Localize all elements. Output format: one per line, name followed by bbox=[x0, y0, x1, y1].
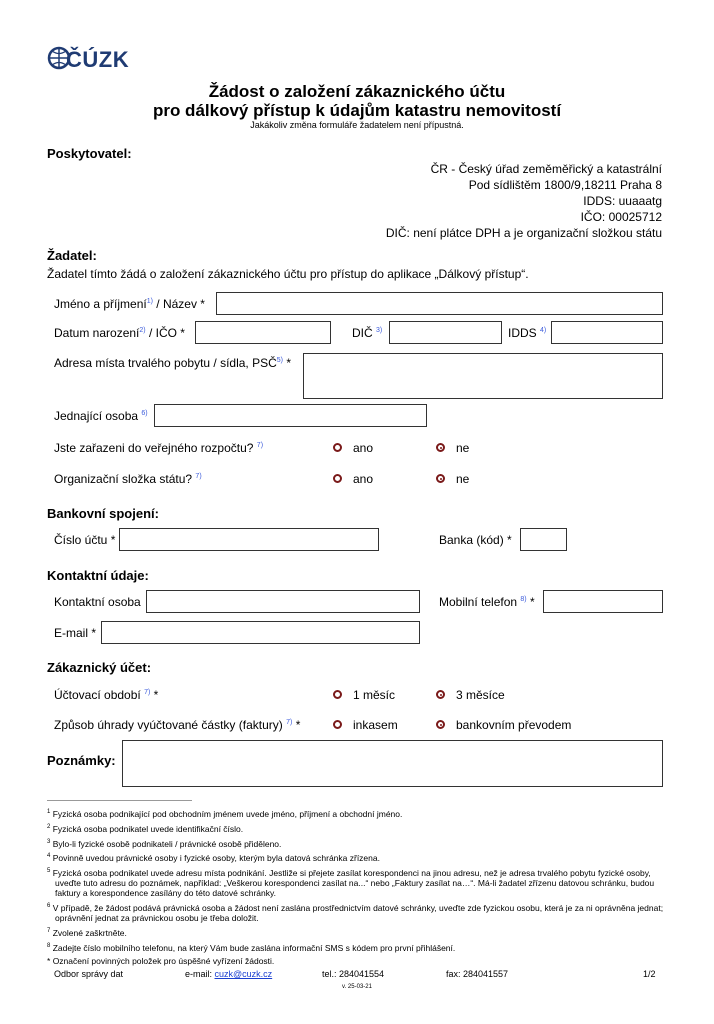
applicant-heading: Žadatel: bbox=[47, 248, 97, 263]
name-label: Jméno a příjmení$^{1)}$ / Název * bbox=[54, 297, 205, 311]
provider-info bbox=[386, 161, 662, 241]
footnote: $^7$ Zvolené zaškrtněte. bbox=[47, 927, 127, 938]
provider-heading: Poskytovatel: bbox=[47, 146, 132, 161]
budget-radio-ano[interactable] bbox=[333, 443, 342, 452]
bank-heading: Bankovní spojení: bbox=[47, 506, 159, 521]
notes-heading: Poznámky: bbox=[47, 753, 116, 768]
footnote: $^1$ Fyzická osoba podnikající pod obchodním jménem uvede jméno, příjmení a obchodní jméno. bbox=[47, 808, 403, 819]
cuzk-logo bbox=[46, 44, 136, 74]
org-label: Organizační složka státu? $^{7)}$ bbox=[54, 472, 202, 486]
footnote: * Označení povinných položek pro úspěšné vyřízení žádosti. bbox=[47, 955, 275, 966]
version: v. 25-03-21 bbox=[342, 984, 372, 990]
footnote-divider bbox=[47, 800, 192, 801]
payment-label: Způsob úhrady vyúčtované částky (faktury) $^{7)}$ * bbox=[54, 718, 301, 732]
footnote: $^5$ Fyzická osoba podnikatel uvede adresu místa podnikání. Jestliže si přejete zasílat korespondenci na jinou adresu, než je adresa trvalého pobytu fyzické osoby, uveďte tuto adresu do poznámek, například: „Veškerou korespondenci zasílat na...“ nebo „Faktury zasílat na…“. Má-li žadatel zřízenu datovou schránku, budou faktury a korespondence zasílány do této datové schránky. bbox=[47, 868, 655, 899]
org-radio-ne[interactable] bbox=[436, 474, 445, 483]
account-heading: Zákaznický účet: bbox=[47, 660, 152, 675]
period-radio-1-month[interactable] bbox=[333, 690, 342, 699]
email-input[interactable] bbox=[101, 621, 420, 644]
provider-line: ČR - Český úřad zeměměřický a katastrální bbox=[430, 162, 662, 176]
acting-person-input[interactable] bbox=[154, 404, 427, 427]
account-number-input[interactable] bbox=[119, 528, 379, 551]
budget-opt-ne: ne bbox=[456, 441, 470, 455]
footnote: $^6$ V případě, že žádost podává právnická osoba a žádost není zaslána prostřednictvím datové schránky, uveďte zde fyzickou osobu, která je za ni oprávněna jednat; oprávnění jednat za právnickou osobu je třeba doložit. bbox=[47, 902, 664, 923]
period-label: Účtovací období $^{7)}$ * bbox=[54, 688, 159, 702]
account-number-label: Číslo účtu * bbox=[54, 533, 116, 547]
acting-label: Jednající osoba $^{6)}$ bbox=[54, 409, 148, 423]
provider-line: IDDS: uuaaatg bbox=[583, 194, 662, 208]
footnotes bbox=[47, 807, 667, 966]
bank-code-label: Banka (kód) * bbox=[439, 533, 512, 547]
period-radio-3-months[interactable] bbox=[436, 690, 445, 699]
footnote: $^3$ Bylo-li fyzické osobě podnikateli / právnické osobě přiděleno. bbox=[47, 838, 282, 849]
budget-opt-ano: ano bbox=[353, 441, 374, 455]
page-title-line2: pro dálkový přístup k údajům katastru nemovitostí bbox=[152, 101, 562, 120]
logo-text: ČÚZK bbox=[66, 47, 130, 72]
footnote: $^8$ Zadejte číslo mobilního telefonu, na který Vám bude zaslána informační SMS s kódem pro první přihlášení. bbox=[47, 942, 456, 953]
footer-tel: tel.: 284041554 bbox=[322, 969, 385, 979]
email-link[interactable]: cuzk@cuzk.cz bbox=[214, 969, 273, 979]
page-title-line1: Žádost o založení zákaznického účtu bbox=[208, 82, 506, 101]
provider-line: DIČ: není plátce DPH a je organizační složkou státu bbox=[385, 226, 662, 240]
mobile-label: Mobilní telefon $^{8)}$ * bbox=[439, 595, 535, 609]
dic-input[interactable] bbox=[389, 321, 502, 344]
footer-fax: fax: 284041557 bbox=[446, 969, 509, 979]
dic-label: DIČ $^{3)}$ bbox=[352, 326, 383, 340]
address-input[interactable] bbox=[303, 353, 663, 399]
contact-person-input[interactable] bbox=[146, 590, 420, 613]
provider-line: Pod sídlištěm 1800/9,18211 Praha 8 bbox=[468, 178, 662, 192]
footer-dept: Odbor správy dat bbox=[54, 969, 124, 979]
address-label: Adresa místa trvalého pobytu / sídla, PSČ$^{5)}$ * bbox=[54, 356, 292, 370]
org-radio-ano[interactable] bbox=[333, 474, 342, 483]
footnote: $^2$ Fyzická osoba podnikatel uvede identifikační číslo. bbox=[47, 823, 244, 834]
footnote: $^4$ Povinně uvedou právnické osoby i fyzické osoby, kterým byla datová schránka zřízena. bbox=[47, 853, 380, 864]
page-subtitle: Jakákoliv změna formuláře žadatelem není přípustná. bbox=[250, 120, 464, 130]
payment-radio-inkaso[interactable] bbox=[333, 720, 342, 729]
budget-radio-ne[interactable] bbox=[436, 443, 445, 452]
notes-input[interactable] bbox=[122, 740, 663, 787]
idds-label: IDDS $^{4)}$ bbox=[508, 326, 547, 340]
bank-code-input[interactable] bbox=[520, 528, 567, 551]
page-number: 1/2 bbox=[643, 969, 656, 979]
birth-ico-input[interactable] bbox=[195, 321, 331, 344]
budget-label: Jste zařazeni do veřejného rozpočtu? $^{7)}$ bbox=[54, 441, 264, 455]
provider-line: IČO: 00025712 bbox=[580, 210, 662, 224]
email-label: E-mail * bbox=[54, 626, 97, 640]
org-opt-ano: ano bbox=[353, 472, 374, 486]
idds-input[interactable] bbox=[551, 321, 663, 344]
contact-heading: Kontaktní údaje: bbox=[47, 568, 149, 583]
footer-email: e-mail: cuzk@cuzk.cz bbox=[185, 969, 273, 979]
payment-opt-transfer: bankovním převodem bbox=[456, 718, 572, 732]
period-opt-3-months: 3 měsíce bbox=[456, 688, 505, 702]
mobile-input[interactable] bbox=[543, 590, 663, 613]
org-opt-ne: ne bbox=[456, 472, 470, 486]
contact-person-label: Kontaktní osoba bbox=[54, 595, 141, 609]
period-opt-1-month: 1 měsíc bbox=[353, 688, 396, 702]
payment-radio-transfer[interactable] bbox=[436, 720, 445, 729]
payment-opt-inkaso: inkasem bbox=[353, 718, 398, 732]
birth-label: Datum narození$^{2)}$ / IČO * bbox=[54, 326, 185, 340]
name-input[interactable] bbox=[216, 292, 663, 315]
applicant-intro: Žadatel tímto žádá o založení zákaznického účtu pro přístup do aplikace „Dálkový přístup“. bbox=[47, 267, 529, 281]
